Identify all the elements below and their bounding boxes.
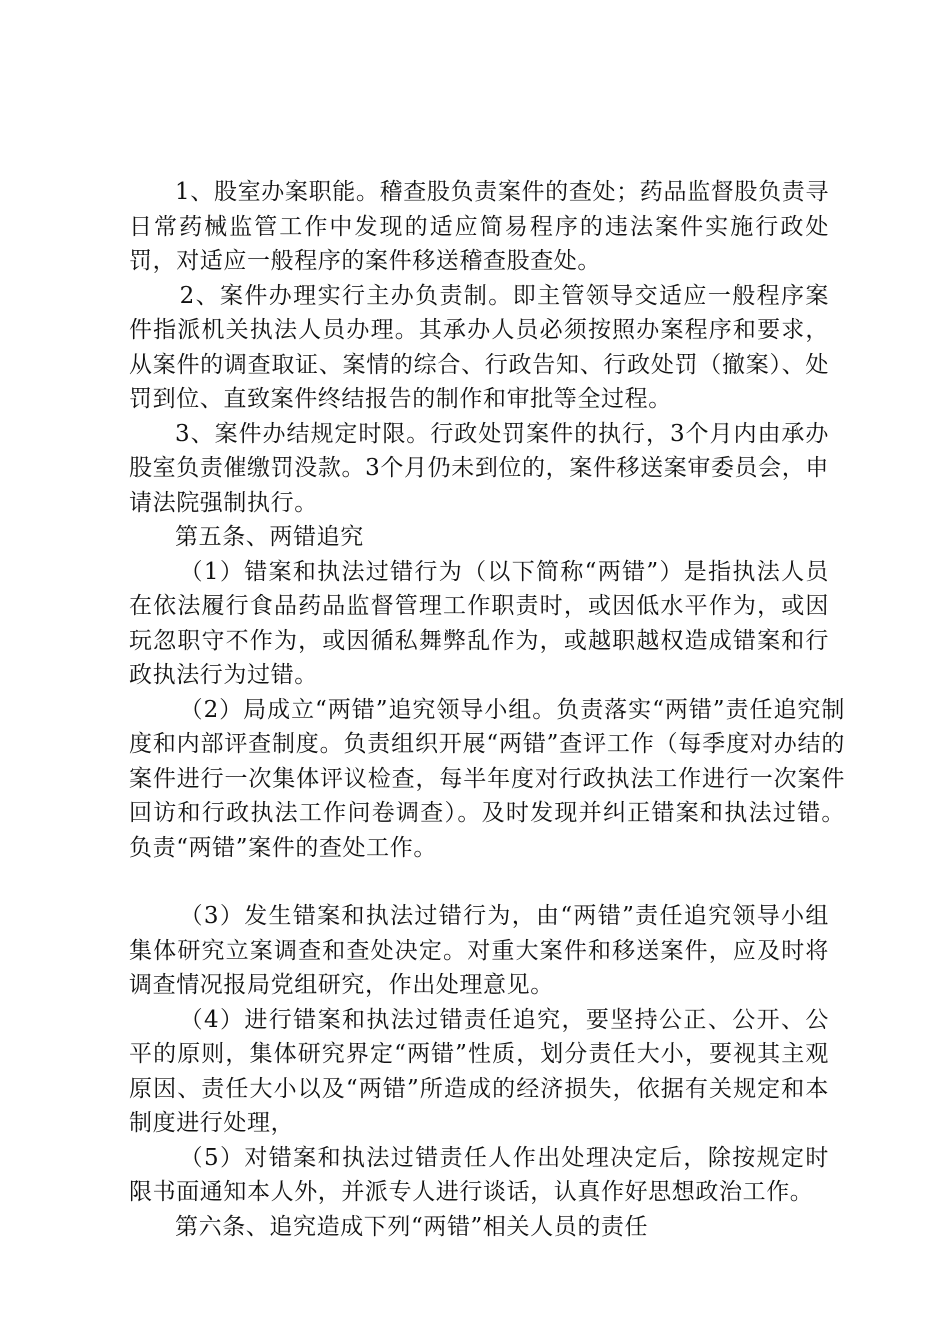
section-heading-article-6: 第六条、追究造成下列“两错”相关人员的责任 (175, 1213, 649, 1240)
paragraph-item-2: （2）局成立“两错”追究领导小组。负责落实“两错”责任追究制度和内部评查制度。负责组织开展“两错”查评工作（每季度对办结的案件进行一次集体评议检查，每半年度对行政执法工作进行一次案件回访和行政执法工作问卷调查）。及时发现并纠正错案和执法过错。负责“两错”案件的查处工作。 (129, 696, 845, 861)
document-body (129, 175, 845, 1244)
paragraph-item-4: （4）进行错案和执法过错责任追究，要坚持公正、公开、公平的原则，集体研究界定“两错”性质，划分责任大小，要视其主观原因、责任大小以及“两错”所造成的经济损失，依据有关规定和本制度进行处理， (129, 1006, 829, 1136)
paragraph-item-3: （3）发生错案和执法过错行为，由“两错”责任追究领导小组集体研究立案调查和查处决定。对重大案件和移送案件，应及时将调查情况报局党组研究，作出处理意见。 (129, 903, 829, 998)
paragraph-lead-responsibility: 2、案件办理实行主办负责制。即主管领导交适应一般程序案件指派机关执法人员办理。其承办人员必须按照办案程序和要求，从案件的调查取证、案情的综合、行政告知、行政处罚（撤案）、处罚到位、直致案件终结报告的制作和审批等全过程。 (129, 282, 829, 412)
paragraph-case-handling-duties: 1、股室办案职能。稽查股负责案件的查处；药品监督股负责寻日常药械监管工作中发现的适应简易程序的违法案件实施行政处罚，对适应一般程序的案件移送稽查股查处。 (129, 179, 829, 274)
section-heading-article-5: 第五条、两错追究 (175, 524, 364, 550)
paragraph-item-5: （5）对错案和执法过错责任人作出处理决定后，除按规定时限书面通知本人外，并派专人进行谈话，认真作好思想政治工作。 (129, 1144, 829, 1205)
paragraph-time-limit: 3、案件办结规定时限。行政处罚案件的执行，3个月内由承办股室负责催缴罚没款。3个月仍未到位的，案件移送案审委员会，申请法院强制执行。 (129, 420, 829, 516)
paragraph-item-1: （1）错案和执法过错行为（以下简称“两错”）是指执法人员在依法履行食品药品监督管理工作职责时，或因低水平作为，或因玩忽职守不作为，或因循私舞弊乱作为，或越职越权造成错案和行政执法行为过错。 (129, 558, 829, 688)
